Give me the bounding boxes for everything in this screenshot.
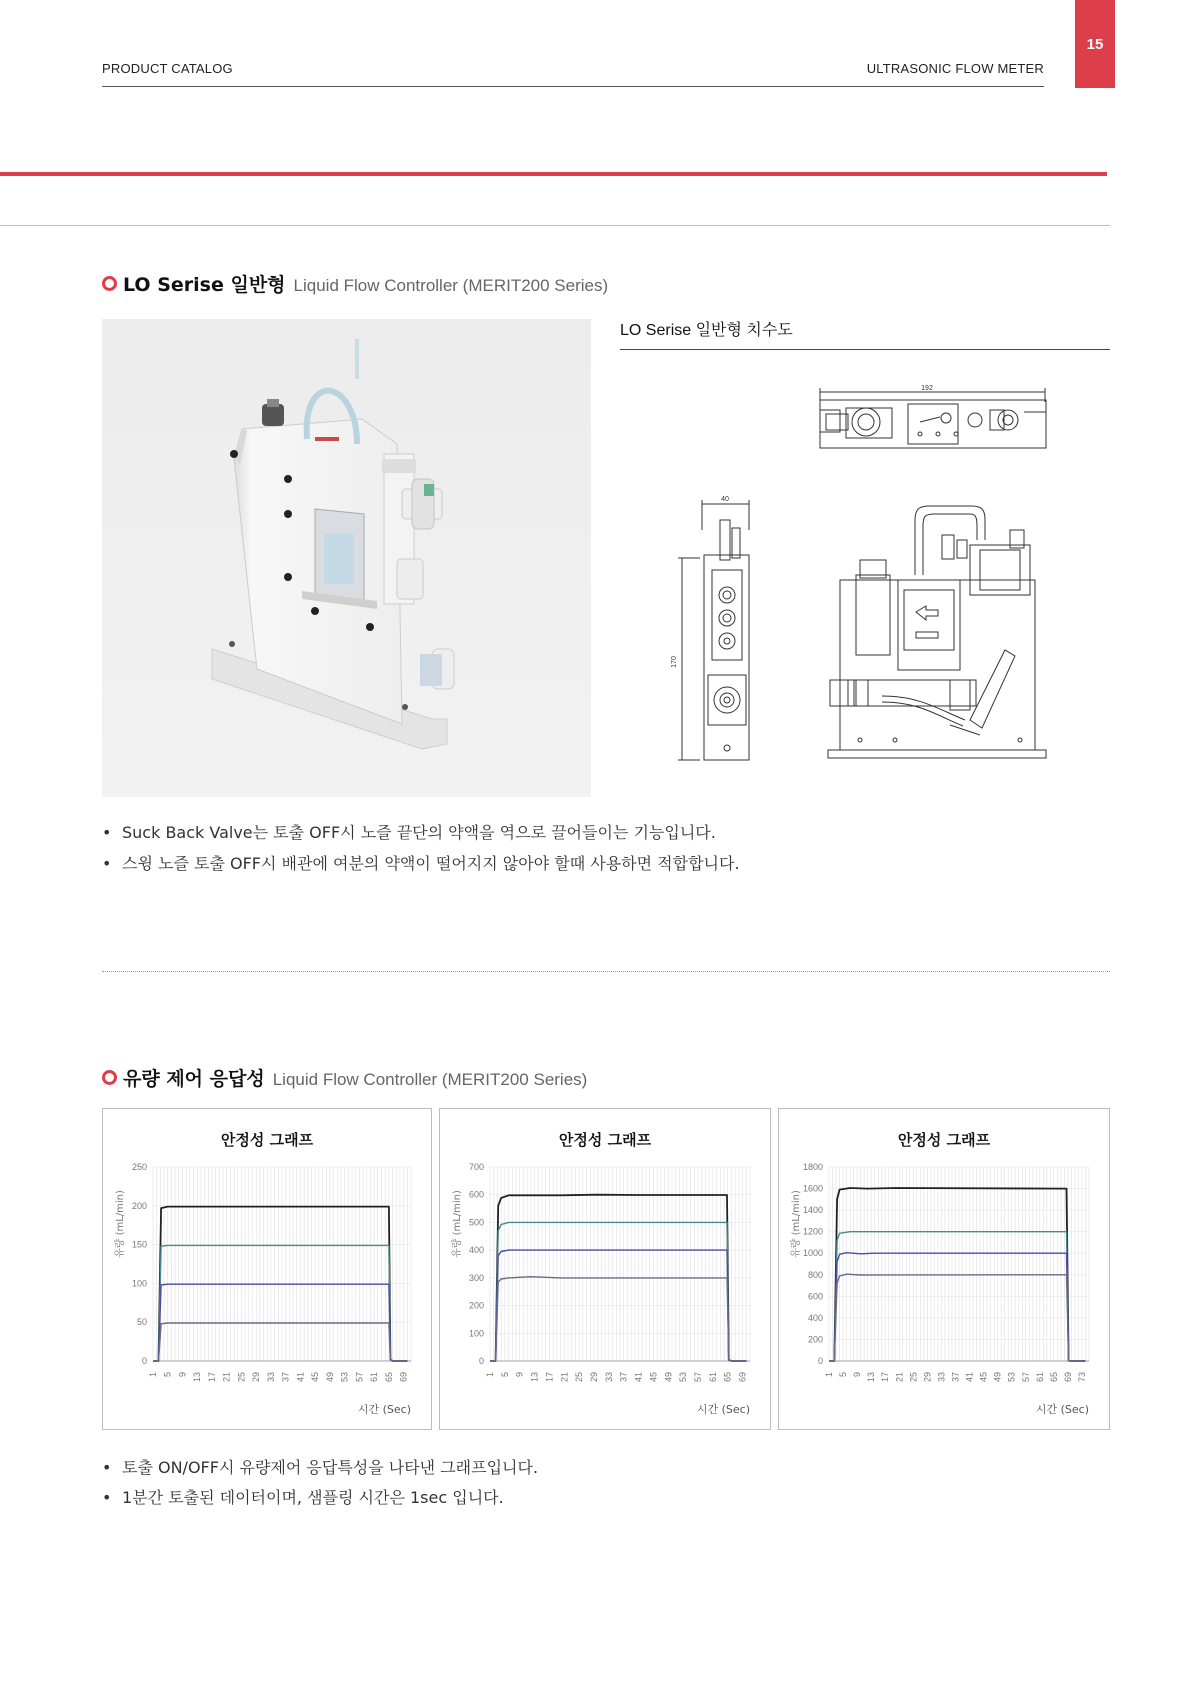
section2-note-2: • 1분간 토출된 데이터이며, 샘플링 시간은 1sec 입니다. [102,1488,504,1507]
x-tick-label: 29 [589,1372,599,1383]
dotted-divider [102,971,1110,972]
x-tick-label: 45 [648,1372,659,1383]
x-tick-label: 9 [852,1372,863,1378]
x-tick-label: 73 [1076,1372,1087,1383]
x-tick-label: 33 [936,1372,947,1383]
x-tick-label: 5 [838,1372,849,1378]
x-tick-label: 17 [206,1372,217,1383]
y-tick-label: 1400 [802,1205,823,1216]
y-tick-label: 1000 [802,1248,823,1259]
x-tick-label: 61 [369,1372,380,1383]
section2-subtitle: Liquid Flow Controller (MERIT200 Series) [272,1070,588,1089]
x-tick-label: 33 [603,1372,614,1383]
section2-title: 유량 제어 응답성 Liquid Flow Controller (MERIT200 Series) [102,1064,587,1091]
x-tick-label: 45 [310,1372,321,1383]
y-tick-label: 800 [807,1269,823,1280]
x-tick-label: 49 [992,1372,1003,1383]
header-rule [102,86,1044,87]
series-line [153,1323,407,1361]
x-tick-label: 45 [978,1372,989,1383]
y-tick-label: 300 [468,1272,484,1283]
section1-note-2: • 스윙 노즐 토출 OFF시 배관에 여분의 약액이 떨어지지 않아야 할때 사용하면 적합합니다. [102,854,740,873]
x-tick-label: 9 [177,1372,188,1378]
dim-width-label: 192 [921,385,933,392]
x-tick-label: 17 [544,1372,555,1383]
y-tick-label: 50 [136,1317,147,1328]
x-tick-label: 57 [1020,1372,1031,1383]
line-chart [779,1109,1109,1429]
x-tick-label: 5 [499,1372,510,1378]
page-number-badge: 15 [1075,0,1115,88]
x-tick-label: 33 [265,1372,276,1383]
x-tick-label: 1 [485,1372,495,1378]
x-axis-label: 시간 (Sec) [696,1403,750,1416]
x-tick-label: 21 [221,1372,232,1383]
x-tick-label: 57 [693,1372,703,1383]
divider [0,225,1110,226]
x-tick-label: 29 [251,1372,262,1383]
y-tick-label: 100 [131,1278,147,1289]
ring-bullet-icon [102,276,117,291]
ring-bullet-icon [102,1070,117,1085]
x-tick-label: 13 [529,1372,540,1383]
y-tick-label: 200 [131,1200,147,1211]
dim-height-label: 170 [671,656,678,668]
grid [153,1167,411,1361]
chart-title: 안정성 그래프 [220,1131,314,1149]
x-tick-label: 25 [908,1372,919,1383]
x-tick-label: 49 [663,1372,674,1383]
series-line [490,1222,746,1361]
x-tick-label: 1 [148,1372,158,1378]
y-tick-label: 0 [141,1356,147,1366]
grid [829,1167,1089,1361]
x-tick-label: 13 [192,1372,203,1383]
x-tick-label: 41 [295,1372,306,1383]
dimension-drawing [620,380,1100,780]
x-tick-label: 49 [324,1372,335,1383]
y-tick-label: 200 [468,1300,484,1311]
x-tick-label: 21 [894,1372,905,1383]
section2-note-1: • 토출 ON/OFF시 유량제어 응답특성을 나타낸 그래프입니다. [102,1458,539,1477]
y-tick-label: 500 [468,1217,484,1228]
x-tick-label: 25 [574,1372,585,1383]
y-axis-label: 유량 (mL/min) [452,1190,463,1258]
x-tick-label: 9 [514,1372,525,1378]
series-line [490,1277,746,1361]
y-tick-label: 600 [468,1189,484,1200]
accent-divider [0,172,1107,176]
y-tick-label: 150 [131,1239,147,1250]
header-left: PRODUCT CATALOG [102,61,233,76]
y-tick-label: 200 [807,1334,823,1345]
y-axis-label: 유량 (mL/min) [115,1190,126,1258]
chart-panel-2 [439,1108,771,1430]
x-tick-label: 5 [162,1372,173,1378]
flow-controller-image [102,319,591,797]
x-tick-label: 37 [280,1372,291,1383]
x-tick-label: 41 [633,1372,644,1383]
y-tick-label: 100 [468,1328,484,1339]
x-tick-label: 53 [678,1372,689,1383]
x-tick-label: 65 [1048,1372,1059,1383]
x-tick-label: 25 [236,1372,247,1383]
chart-title: 안정성 그래프 [558,1131,652,1149]
y-tick-label: 700 [468,1162,484,1172]
chart-title: 안정성 그래프 [897,1131,991,1149]
y-tick-label: 1800 [802,1162,823,1172]
y-tick-label: 1600 [802,1183,823,1194]
y-axis-label: 유량 (mL/min) [791,1190,802,1258]
x-tick-label: 13 [866,1372,877,1383]
x-tick-label: 61 [707,1372,718,1383]
dim-depth-label: 40 [721,496,729,503]
y-tick-label: 400 [468,1245,484,1256]
x-tick-label: 17 [880,1372,891,1383]
section1-title: LO Serise 일반형 Liquid Flow Controller (MERIT200 Series) [102,270,608,297]
y-tick-label: 0 [478,1356,484,1366]
product-photo [102,319,591,797]
section1-subtitle: Liquid Flow Controller (MERIT200 Series) [293,276,609,295]
x-tick-label: 65 [383,1372,394,1383]
chart-panel-3 [778,1108,1110,1430]
section1-note-1: • Suck Back Valve는 토출 OFF시 노즐 끝단의 약액을 역으로 끌어들이는 기능입니다. [102,823,716,842]
x-tick-label: 1 [824,1372,834,1378]
y-tick-label: 400 [807,1312,823,1323]
y-tick-label: 600 [807,1291,823,1302]
x-tick-label: 57 [354,1372,365,1383]
series-line [153,1245,407,1361]
chart-panel-1 [102,1108,432,1430]
x-tick-label: 37 [618,1372,629,1383]
x-tick-label: 37 [950,1372,961,1383]
x-tick-label: 69 [1062,1372,1073,1383]
x-tick-label: 53 [1006,1372,1017,1383]
line-chart [440,1109,770,1429]
y-tick-label: 1200 [802,1226,823,1237]
header-right: ULTRASONIC FLOW METER [866,61,1044,76]
line-chart [103,1109,431,1429]
y-tick-label: 0 [817,1356,823,1366]
drawing-title: LO Serise 일반형 치수도 [620,322,793,339]
x-axis-label: 시간 (Sec) [357,1403,411,1416]
x-tick-label: 69 [398,1372,409,1383]
x-tick-label: 61 [1034,1372,1045,1383]
x-tick-label: 53 [339,1372,350,1383]
x-tick-label: 41 [964,1372,975,1383]
x-tick-label: 69 [737,1372,748,1383]
x-tick-label: 21 [559,1372,570,1383]
x-tick-label: 65 [722,1372,733,1383]
x-tick-label: 29 [922,1372,933,1383]
y-tick-label: 250 [131,1162,147,1172]
drawing-title-rule [620,349,1110,350]
x-axis-label: 시간 (Sec) [1035,1403,1089,1416]
